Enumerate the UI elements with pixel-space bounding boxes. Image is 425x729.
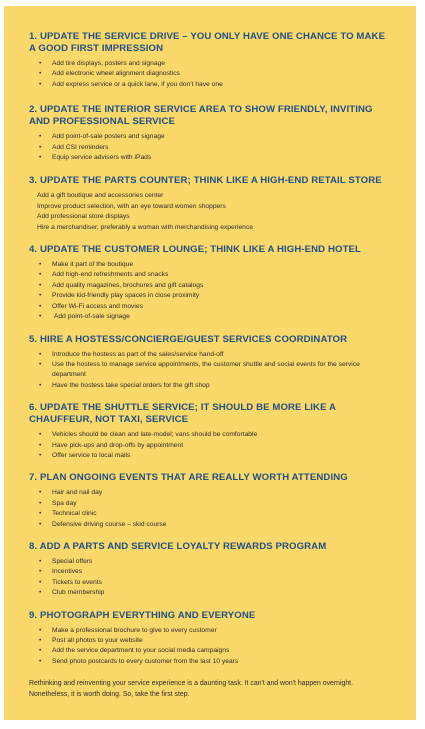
list-item: • Spa day <box>39 499 392 509</box>
list-item: Hire a merchandiser, preferably a woman with merchandising experience <box>37 223 253 231</box>
section-heading: 6. UPDATE THE SHUTTLE SERVICE; IT SHOULD BE MORE LIKE A CHAUFFEUR, NOT TAXI, SERVICE <box>29 402 336 426</box>
tips-panel <box>4 6 416 720</box>
list-item: • Post all photos to your website <box>39 636 392 646</box>
list-item: • Technical clinic <box>39 509 392 519</box>
list-item: • Make it part of the boutique <box>39 260 392 270</box>
list-item: • Add the service department to your social media campaigns <box>39 646 392 656</box>
list-item: • Add tire displays, posters and signage <box>39 59 392 69</box>
section-photograph <box>29 610 392 668</box>
list-item: • Make a professional brochure to give to every customer <box>39 626 392 636</box>
list-item: Add professional store displays <box>37 213 130 221</box>
section-service-drive <box>29 31 392 90</box>
section-interior-service <box>29 104 392 163</box>
section-heading: 5. HIRE A HOSTESS/CONCIERGE/GUEST SERVICES COORDINATOR <box>29 333 348 345</box>
list-item: Add a gift boutique and accessories center <box>37 192 164 200</box>
list-item: • Hair and nail day <box>39 488 392 498</box>
bullet-list <box>29 260 392 322</box>
list-item: • Add point-of-sale posters and signage <box>39 132 392 142</box>
bullet-list <box>29 59 392 90</box>
section-heading: 8. ADD A PARTS AND SERVICE LOYALTY REWARDS PROGRAM <box>29 540 327 552</box>
bullet-list <box>29 132 392 163</box>
list-item: • Add high-end refreshments and snacks <box>39 270 392 280</box>
bullet-list <box>29 488 392 530</box>
list-item: • Introduce the hostess as part of the sales/service hand-off <box>39 350 392 360</box>
section-hostess <box>29 334 392 392</box>
section-customer-lounge <box>29 244 392 322</box>
section-events <box>29 472 392 530</box>
list-item: • Incentives <box>39 567 392 577</box>
section-heading: 1. UPDATE THE SERVICE DRIVE – YOU ONLY HAVE ONE CHANCE TO MAKE A GOOD FIRST IMPRESSION <box>29 31 386 54</box>
list-item: • Have pick-ups and drop-offs by appointment <box>39 441 392 451</box>
list-item: • Club membership <box>39 588 392 598</box>
list-item: • Vehicles should be clean and late-model; vans should be comfortable <box>39 430 392 440</box>
bullet-list <box>29 350 392 392</box>
list-item: • Have the hostess take special orders for the gift shop <box>39 381 392 391</box>
bullet-list <box>29 626 392 668</box>
list-item: • Defensive driving course – skid course <box>39 520 392 530</box>
section-loyalty <box>29 541 392 599</box>
list-item: • Add express service or a quick lane, if you don't have one <box>39 80 392 90</box>
section-heading: 7. PLAN ONGOING EVENTS THAT ARE REALLY WORTH ATTENDING <box>29 472 348 484</box>
list-item: Improve product selection, with an eye toward women shoppers <box>37 202 226 210</box>
list-item: • Add electronic wheel alignment diagnostics <box>39 69 392 79</box>
section-heading: 4. UPDATE THE CUSTOMER LOUNGE; THINK LIKE A HIGH-END HOTEL <box>29 244 361 256</box>
bullet-list <box>29 430 392 461</box>
section-heading: 3. UPDATE THE PARTS COUNTER; THINK LIKE A HIGH-END RETAIL STORE <box>29 175 382 187</box>
list-item: • Offer service to local malls <box>39 451 392 461</box>
list-item: • Use the hostess to manage service appointments, the customer shuttle and social events for the service department <box>39 360 392 381</box>
list-item: • Offer Wi-Fi access and movies <box>39 302 392 312</box>
list-item: • Tickets to events <box>39 578 392 588</box>
list-item: • Equip service advisers with iPads <box>39 153 392 163</box>
section-heading: 2. UPDATE THE INTERIOR SERVICE AREA TO SHOW FRIENDLY, INVITING AND PROFESSIONAL SERVICE <box>29 104 373 128</box>
list-item: • Send photo postcards to every customer from the last 10 years <box>39 657 392 667</box>
list-item: • Special offers <box>39 557 392 567</box>
list-item: • Add quality magazines, brochures and gift catalogs <box>39 281 392 291</box>
list-item: • Provide kid-friendly play spaces in close proximity <box>39 291 392 301</box>
bullet-list <box>29 557 392 599</box>
section-shuttle <box>29 402 392 461</box>
closing-paragraph: Rethinking and reinventing your service experience is a daunting task. It can't and won't happen overnight. Nonetheless, it is worth doing. So, take the first step. <box>29 680 354 698</box>
section-heading: 9. PHOTOGRAPH EVERYTHING AND EVERYONE <box>29 609 256 621</box>
list-item: • Add CSI reminders <box>39 143 392 153</box>
list-item: • Add point-of-sale signage <box>39 312 392 322</box>
section-parts-counter <box>29 175 392 233</box>
plain-list <box>29 191 392 233</box>
